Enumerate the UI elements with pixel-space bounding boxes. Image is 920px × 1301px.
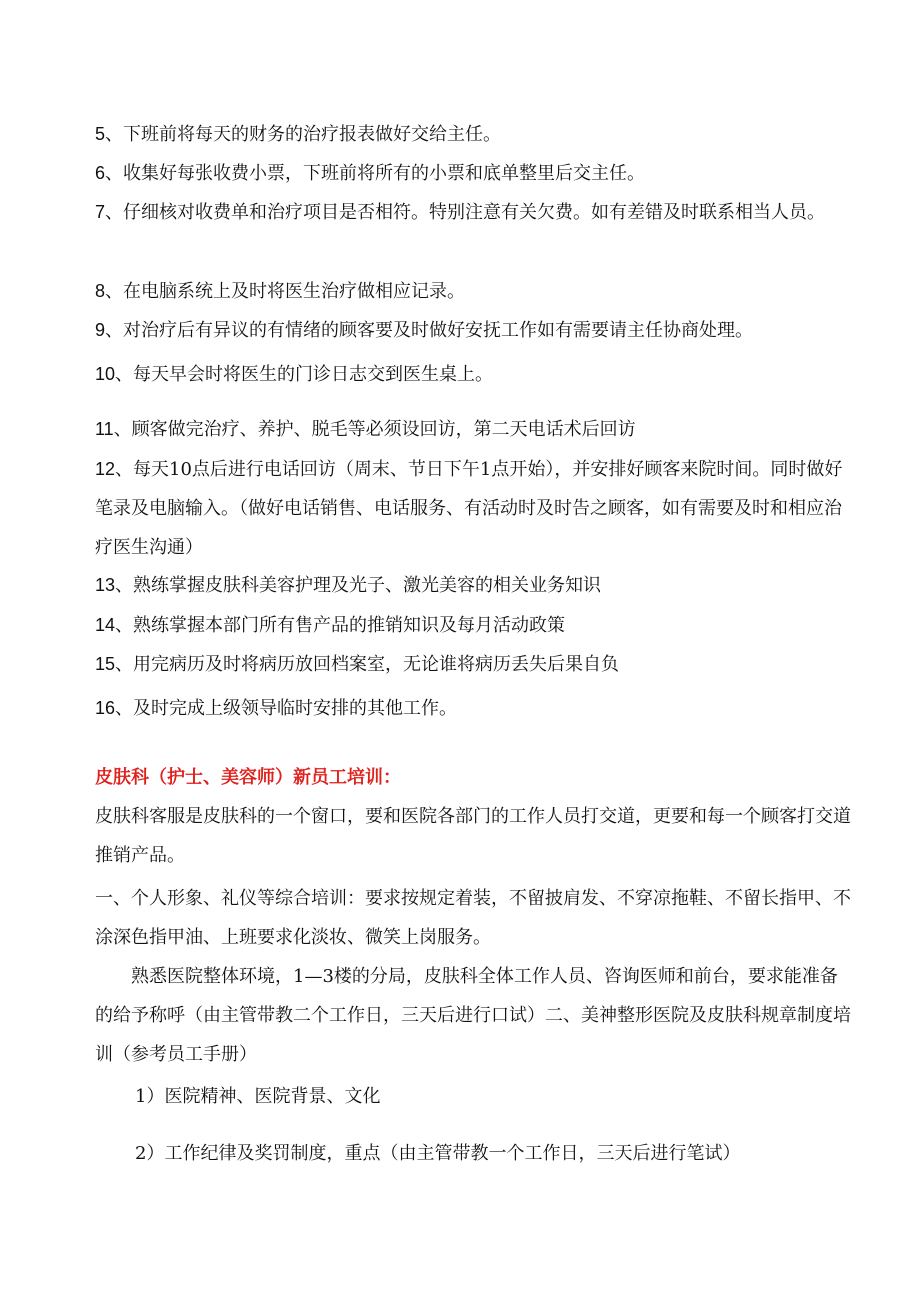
training-section-1: 一、个人形象、礼仪等综合培训：要求按规定着装，不留披肩发、不穿凉拖鞋、不留长指甲、不涂深色指甲油、上班要求化淡妆、微笑上岗服务。 — [95, 888, 851, 948]
training-section-1-detail: 熟悉医院整体环境，1—3楼的分局，皮肤科全体工作人员、咨询医师和前台，要求能准备的给予称呼（由主管带教二个工作日，三天后进行口试）二、美神整形医院及皮肤科规章制度培训（参考员工手册） — [95, 966, 851, 1065]
training-heading: 皮肤科（护士、美容师）新员工培训： — [95, 767, 401, 788]
duty-text: 、仔细核对收费单和治疗项目是否相符。特别注意有关欠费。如有差错及时联系相当人员。 — [105, 202, 826, 223]
duty-number: 11 — [95, 419, 114, 439]
duty-item-7 — [95, 193, 855, 232]
duty-text: 、用完病历及时将病历放回档案室，无论谁将病历丢失后果自负 — [115, 654, 620, 675]
duty-number: 10 — [95, 364, 116, 384]
duty-number: 7 — [95, 202, 106, 222]
duty-number: 12 — [95, 459, 116, 479]
duty-text: 、熟练掌握本部门所有售产品的推销知识及每月活动政策 — [115, 615, 566, 636]
training-item-1: 1）医院精神、医院背景、文化 — [135, 1086, 381, 1107]
duty-item-16 — [95, 695, 457, 722]
duty-item-15 — [95, 651, 619, 678]
duty-text: 、对治疗后有异议的有情绪的顾客要及时做好安抚工作如有需要请主任协商处理。 — [105, 320, 754, 341]
duty-number: 15 — [95, 654, 116, 674]
duty-item-8 — [95, 278, 465, 305]
duty-text: 、顾客做完治疗、养护、脱毛等必须设回访，第二天电话术后回访 — [113, 419, 636, 440]
duty-number: 14 — [95, 615, 116, 635]
duty-item-9 — [95, 317, 753, 344]
duty-text: 、每天早会时将医生的门诊日志交到医生桌上。 — [115, 364, 494, 385]
duty-number: 13 — [95, 575, 116, 595]
duty-text: 、及时完成上级领导临时安排的其他工作。 — [115, 698, 458, 719]
duty-text: 、收集好每张收费小票，下班前将所有的小票和底单整里后交主任。 — [105, 163, 646, 184]
duty-number: 8 — [95, 281, 106, 301]
duty-number: 9 — [95, 320, 106, 340]
duty-item-12 — [95, 450, 855, 567]
duty-text: 、熟练掌握皮肤科美容护理及光子、激光美容的相关业务知识 — [115, 575, 602, 596]
duty-item-5 — [95, 121, 501, 148]
duty-item-10 — [95, 361, 493, 388]
training-item-2: 2）工作纪律及奖罚制度，重点（由主管带教一个工作日，三天后进行笔试） — [135, 1143, 741, 1164]
duty-number: 6 — [95, 163, 106, 183]
duty-text: 、每天10点后进行电话回访（周末、节日下午1点开始），并安排好顾客来院时间。同时做好笔录及电脑输入。（做好电话销售、电话服务、有活动时及时告之顾客，如有需要及时和相应治疗医生沟通） — [95, 459, 843, 558]
duty-number: 5 — [95, 124, 106, 144]
duty-item-14 — [95, 612, 565, 639]
duty-text: 、在电脑系统上及时将医生治疗做相应记录。 — [105, 281, 466, 302]
duty-text: 、下班前将每天的财务的治疗报表做好交给主任。 — [105, 124, 502, 145]
duty-item-13 — [95, 572, 601, 599]
duty-item-6 — [95, 160, 645, 187]
duty-number: 16 — [95, 698, 116, 718]
training-intro: 皮肤科客服是皮肤科的一个窗口，要和医院各部门的工作人员打交道，更要和每一个顾客打交道推销产品。 — [95, 806, 851, 866]
duty-item-11 — [95, 416, 636, 443]
